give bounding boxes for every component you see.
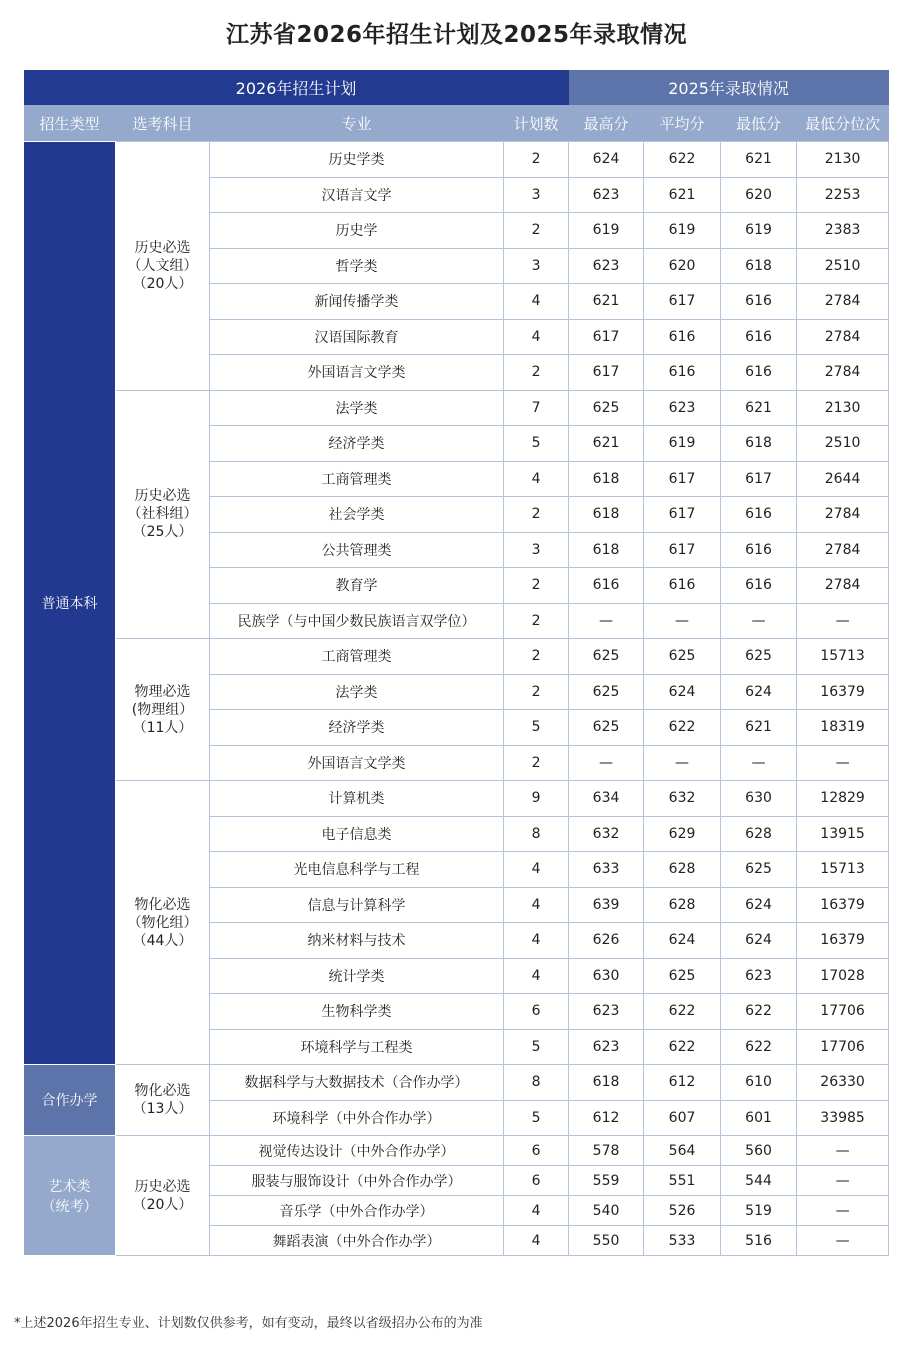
avg-score-cell: 625 xyxy=(644,958,721,994)
plan-count-cell: 3 xyxy=(504,532,569,568)
major-cell: 电子信息类 xyxy=(210,816,504,852)
major-cell: 教育学 xyxy=(210,568,504,604)
max-score-cell: 540 xyxy=(569,1196,644,1226)
avg-score-cell: 616 xyxy=(644,568,721,604)
avg-score-cell: — xyxy=(644,603,721,639)
avg-score-cell: 620 xyxy=(644,248,721,284)
min-rank-cell: 2130 xyxy=(797,390,889,426)
plan-count-cell: 8 xyxy=(504,1065,569,1101)
plan-count-cell: 6 xyxy=(504,1166,569,1196)
plan-count-cell: 4 xyxy=(504,1226,569,1256)
max-score-cell: 623 xyxy=(569,248,644,284)
avg-score-cell: 617 xyxy=(644,284,721,320)
max-score-cell: 626 xyxy=(569,923,644,959)
min-score-cell: 619 xyxy=(721,213,797,249)
min-rank-cell: 16379 xyxy=(797,887,889,923)
min-rank-cell: 2644 xyxy=(797,461,889,497)
min-score-cell: 625 xyxy=(721,639,797,675)
avg-score-cell: 621 xyxy=(644,177,721,213)
min-score-cell: 617 xyxy=(721,461,797,497)
max-score-cell: — xyxy=(569,745,644,781)
min-rank-cell: 2784 xyxy=(797,532,889,568)
min-rank-cell: 17706 xyxy=(797,1029,889,1065)
min-score-cell: 620 xyxy=(721,177,797,213)
col-header-min-score: 最低分 xyxy=(721,105,797,142)
plan-count-cell: 5 xyxy=(504,710,569,746)
min-rank-cell: 2253 xyxy=(797,177,889,213)
page-title: 江苏省2026年招生计划及2025年录取情况 xyxy=(225,22,688,48)
major-cell: 工商管理类 xyxy=(210,461,504,497)
avg-score-cell: 617 xyxy=(644,497,721,533)
min-score-cell: 618 xyxy=(721,248,797,284)
avg-score-cell: 628 xyxy=(644,887,721,923)
min-score-cell: 616 xyxy=(721,568,797,604)
min-score-cell: 622 xyxy=(721,994,797,1030)
avg-score-cell: 622 xyxy=(644,142,721,178)
min-score-cell: 616 xyxy=(721,497,797,533)
major-cell: 历史学 xyxy=(210,213,504,249)
avg-score-cell: 624 xyxy=(644,674,721,710)
max-score-cell: 623 xyxy=(569,177,644,213)
plan-count-cell: 6 xyxy=(504,994,569,1030)
avg-score-cell: 564 xyxy=(644,1136,721,1166)
plan-count-cell: 6 xyxy=(504,1136,569,1166)
admission-type-cell: 合作办学 xyxy=(24,1065,116,1136)
major-cell: 经济学类 xyxy=(210,426,504,462)
max-score-cell: — xyxy=(569,603,644,639)
min-score-cell: 621 xyxy=(721,142,797,178)
max-score-cell: 633 xyxy=(569,852,644,888)
max-score-cell: 621 xyxy=(569,426,644,462)
plan-count-cell: 4 xyxy=(504,852,569,888)
major-cell: 视觉传达设计（中外合作办学） xyxy=(210,1136,504,1166)
plan-count-cell: 2 xyxy=(504,213,569,249)
avg-score-cell: 607 xyxy=(644,1100,721,1136)
avg-score-cell: 616 xyxy=(644,319,721,355)
admission-group-header: 2025年录取情况 xyxy=(569,70,889,105)
admission-type-cell: 艺术类 （统考） xyxy=(24,1136,116,1256)
plan-count-cell: 4 xyxy=(504,461,569,497)
subject-requirement-cell: 历史必选 （社科组） （25人） xyxy=(116,390,210,639)
major-cell: 工商管理类 xyxy=(210,639,504,675)
plan-count-cell: 2 xyxy=(504,355,569,391)
min-score-cell: 624 xyxy=(721,674,797,710)
major-cell: 汉语言文学 xyxy=(210,177,504,213)
plan-count-cell: 2 xyxy=(504,745,569,781)
major-cell: 音乐学（中外合作办学） xyxy=(210,1196,504,1226)
col-header-plan-count: 计划数 xyxy=(504,105,569,142)
min-score-cell: 616 xyxy=(721,532,797,568)
max-score-cell: 639 xyxy=(569,887,644,923)
table-row xyxy=(24,639,889,675)
max-score-cell: 617 xyxy=(569,319,644,355)
plan-count-cell: 2 xyxy=(504,142,569,178)
subject-requirement-cell: 历史必选 （人文组） （20人） xyxy=(116,142,210,391)
admission-table xyxy=(23,70,889,1256)
plan-count-cell: 4 xyxy=(504,958,569,994)
max-score-cell: 612 xyxy=(569,1100,644,1136)
avg-score-cell: 551 xyxy=(644,1166,721,1196)
table-row xyxy=(24,390,889,426)
min-score-cell: 519 xyxy=(721,1196,797,1226)
avg-score-cell: 533 xyxy=(644,1226,721,1256)
major-cell: 法学类 xyxy=(210,390,504,426)
plan-count-cell: 2 xyxy=(504,497,569,533)
plan-count-cell: 2 xyxy=(504,639,569,675)
min-rank-cell: 18319 xyxy=(797,710,889,746)
min-rank-cell: 2130 xyxy=(797,142,889,178)
min-score-cell: 544 xyxy=(721,1166,797,1196)
major-cell: 经济学类 xyxy=(210,710,504,746)
min-rank-cell: — xyxy=(797,1136,889,1166)
table-body xyxy=(24,142,889,1256)
min-score-cell: 560 xyxy=(721,1136,797,1166)
col-header-min-rank: 最低分位次 xyxy=(797,105,889,142)
min-score-cell: 624 xyxy=(721,887,797,923)
avg-score-cell: 623 xyxy=(644,390,721,426)
min-rank-cell: 15713 xyxy=(797,852,889,888)
min-rank-cell: 17706 xyxy=(797,994,889,1030)
avg-score-cell: 622 xyxy=(644,710,721,746)
subject-requirement-cell: 物化必选 （13人） xyxy=(116,1065,210,1136)
min-rank-cell: 2784 xyxy=(797,568,889,604)
min-score-cell: 610 xyxy=(721,1065,797,1101)
min-score-cell: 616 xyxy=(721,284,797,320)
major-cell: 计算机类 xyxy=(210,781,504,817)
min-score-cell: 618 xyxy=(721,426,797,462)
avg-score-cell: 625 xyxy=(644,639,721,675)
plan-count-cell: 3 xyxy=(504,248,569,284)
avg-score-cell: 612 xyxy=(644,1065,721,1101)
min-rank-cell: — xyxy=(797,1226,889,1256)
min-score-cell: 616 xyxy=(721,319,797,355)
avg-score-cell: 629 xyxy=(644,816,721,852)
plan-count-cell: 4 xyxy=(504,284,569,320)
major-cell: 信息与计算科学 xyxy=(210,887,504,923)
min-score-cell: 621 xyxy=(721,390,797,426)
major-cell: 外国语言文学类 xyxy=(210,745,504,781)
major-cell: 统计学类 xyxy=(210,958,504,994)
major-cell: 舞蹈表演（中外合作办学） xyxy=(210,1226,504,1256)
min-score-cell: 601 xyxy=(721,1100,797,1136)
min-rank-cell: 2784 xyxy=(797,284,889,320)
max-score-cell: 630 xyxy=(569,958,644,994)
col-header-type: 招生类型 xyxy=(24,105,116,142)
major-cell: 外国语言文学类 xyxy=(210,355,504,391)
subject-requirement-cell: 历史必选 （20人） xyxy=(116,1136,210,1256)
plan-group-header: 2026年招生计划 xyxy=(24,70,569,105)
max-score-cell: 619 xyxy=(569,213,644,249)
avg-score-cell: 632 xyxy=(644,781,721,817)
max-score-cell: 625 xyxy=(569,710,644,746)
plan-count-cell: 4 xyxy=(504,887,569,923)
plan-count-cell: 2 xyxy=(504,568,569,604)
major-cell: 纳米材料与技术 xyxy=(210,923,504,959)
avg-score-cell: 622 xyxy=(644,1029,721,1065)
min-score-cell: 628 xyxy=(721,816,797,852)
avg-score-cell: 616 xyxy=(644,355,721,391)
major-cell: 服装与服饰设计（中外合作办学） xyxy=(210,1166,504,1196)
max-score-cell: 625 xyxy=(569,639,644,675)
major-cell: 生物科学类 xyxy=(210,994,504,1030)
max-score-cell: 634 xyxy=(569,781,644,817)
max-score-cell: 559 xyxy=(569,1166,644,1196)
major-cell: 光电信息科学与工程 xyxy=(210,852,504,888)
admission-type-cell: 普通本科 xyxy=(24,142,116,1065)
min-rank-cell: — xyxy=(797,603,889,639)
max-score-cell: 625 xyxy=(569,674,644,710)
avg-score-cell: 619 xyxy=(644,213,721,249)
table-row xyxy=(24,1136,889,1166)
min-score-cell: 623 xyxy=(721,958,797,994)
major-cell: 民族学（与中国少数民族语言双学位） xyxy=(210,603,504,639)
min-rank-cell: — xyxy=(797,1196,889,1226)
min-score-cell: — xyxy=(721,745,797,781)
plan-count-cell: 9 xyxy=(504,781,569,817)
min-score-cell: — xyxy=(721,603,797,639)
subject-requirement-cell: 物理必选 (物理组） （11人） xyxy=(116,639,210,781)
col-header-subject: 选考科目 xyxy=(116,105,210,142)
avg-score-cell: — xyxy=(644,745,721,781)
min-rank-cell: 13915 xyxy=(797,816,889,852)
max-score-cell: 618 xyxy=(569,1065,644,1101)
plan-count-cell: 7 xyxy=(504,390,569,426)
max-score-cell: 624 xyxy=(569,142,644,178)
major-cell: 新闻传播学类 xyxy=(210,284,504,320)
min-rank-cell: 2784 xyxy=(797,497,889,533)
plan-count-cell: 5 xyxy=(504,1029,569,1065)
min-rank-cell: — xyxy=(797,1166,889,1196)
min-score-cell: 625 xyxy=(721,852,797,888)
major-cell: 法学类 xyxy=(210,674,504,710)
min-rank-cell: 33985 xyxy=(797,1100,889,1136)
min-rank-cell: 16379 xyxy=(797,923,889,959)
table-row xyxy=(24,781,889,817)
avg-score-cell: 628 xyxy=(644,852,721,888)
plan-count-cell: 5 xyxy=(504,1100,569,1136)
col-header-avg-score: 平均分 xyxy=(644,105,721,142)
col-header-max-score: 最高分 xyxy=(569,105,644,142)
max-score-cell: 617 xyxy=(569,355,644,391)
avg-score-cell: 526 xyxy=(644,1196,721,1226)
major-cell: 环境科学与工程类 xyxy=(210,1029,504,1065)
min-rank-cell: 2510 xyxy=(797,248,889,284)
major-cell: 历史学类 xyxy=(210,142,504,178)
avg-score-cell: 624 xyxy=(644,923,721,959)
max-score-cell: 632 xyxy=(569,816,644,852)
plan-count-cell: 8 xyxy=(504,816,569,852)
avg-score-cell: 619 xyxy=(644,426,721,462)
plan-count-cell: 5 xyxy=(504,426,569,462)
max-score-cell: 618 xyxy=(569,532,644,568)
plan-count-cell: 4 xyxy=(504,923,569,959)
min-rank-cell: 26330 xyxy=(797,1065,889,1101)
min-score-cell: 616 xyxy=(721,355,797,391)
avg-score-cell: 617 xyxy=(644,461,721,497)
min-rank-cell: 2784 xyxy=(797,355,889,391)
min-score-cell: 621 xyxy=(721,710,797,746)
subject-requirement-cell: 物化必选 （物化组） （44人） xyxy=(116,781,210,1065)
min-rank-cell: — xyxy=(797,745,889,781)
max-score-cell: 618 xyxy=(569,461,644,497)
major-cell: 汉语国际教育 xyxy=(210,319,504,355)
col-header-major: 专业 xyxy=(210,105,504,142)
plan-count-cell: 2 xyxy=(504,674,569,710)
avg-score-cell: 617 xyxy=(644,532,721,568)
min-rank-cell: 16379 xyxy=(797,674,889,710)
avg-score-cell: 622 xyxy=(644,994,721,1030)
min-score-cell: 622 xyxy=(721,1029,797,1065)
min-score-cell: 624 xyxy=(721,923,797,959)
max-score-cell: 618 xyxy=(569,497,644,533)
major-cell: 数据科学与大数据技术（合作办学） xyxy=(210,1065,504,1101)
max-score-cell: 623 xyxy=(569,994,644,1030)
major-cell: 环境科学（中外合作办学） xyxy=(210,1100,504,1136)
major-cell: 社会学类 xyxy=(210,497,504,533)
max-score-cell: 623 xyxy=(569,1029,644,1065)
plan-count-cell: 4 xyxy=(504,1196,569,1226)
min-rank-cell: 17028 xyxy=(797,958,889,994)
min-rank-cell: 15713 xyxy=(797,639,889,675)
min-rank-cell: 12829 xyxy=(797,781,889,817)
table-row xyxy=(24,1065,889,1101)
max-score-cell: 550 xyxy=(569,1226,644,1256)
plan-count-cell: 3 xyxy=(504,177,569,213)
max-score-cell: 616 xyxy=(569,568,644,604)
major-cell: 哲学类 xyxy=(210,248,504,284)
min-rank-cell: 2784 xyxy=(797,319,889,355)
min-score-cell: 630 xyxy=(721,781,797,817)
min-rank-cell: 2383 xyxy=(797,213,889,249)
max-score-cell: 578 xyxy=(569,1136,644,1166)
min-rank-cell: 2510 xyxy=(797,426,889,462)
min-score-cell: 516 xyxy=(721,1226,797,1256)
plan-count-cell: 2 xyxy=(504,603,569,639)
table-row xyxy=(24,142,889,178)
plan-count-cell: 4 xyxy=(504,319,569,355)
major-cell: 公共管理类 xyxy=(210,532,504,568)
footnote: *上述2026年招生专业、计划数仅供参考，如有变动，最终以省级招办公布的为准 xyxy=(14,1316,483,1331)
max-score-cell: 625 xyxy=(569,390,644,426)
max-score-cell: 621 xyxy=(569,284,644,320)
